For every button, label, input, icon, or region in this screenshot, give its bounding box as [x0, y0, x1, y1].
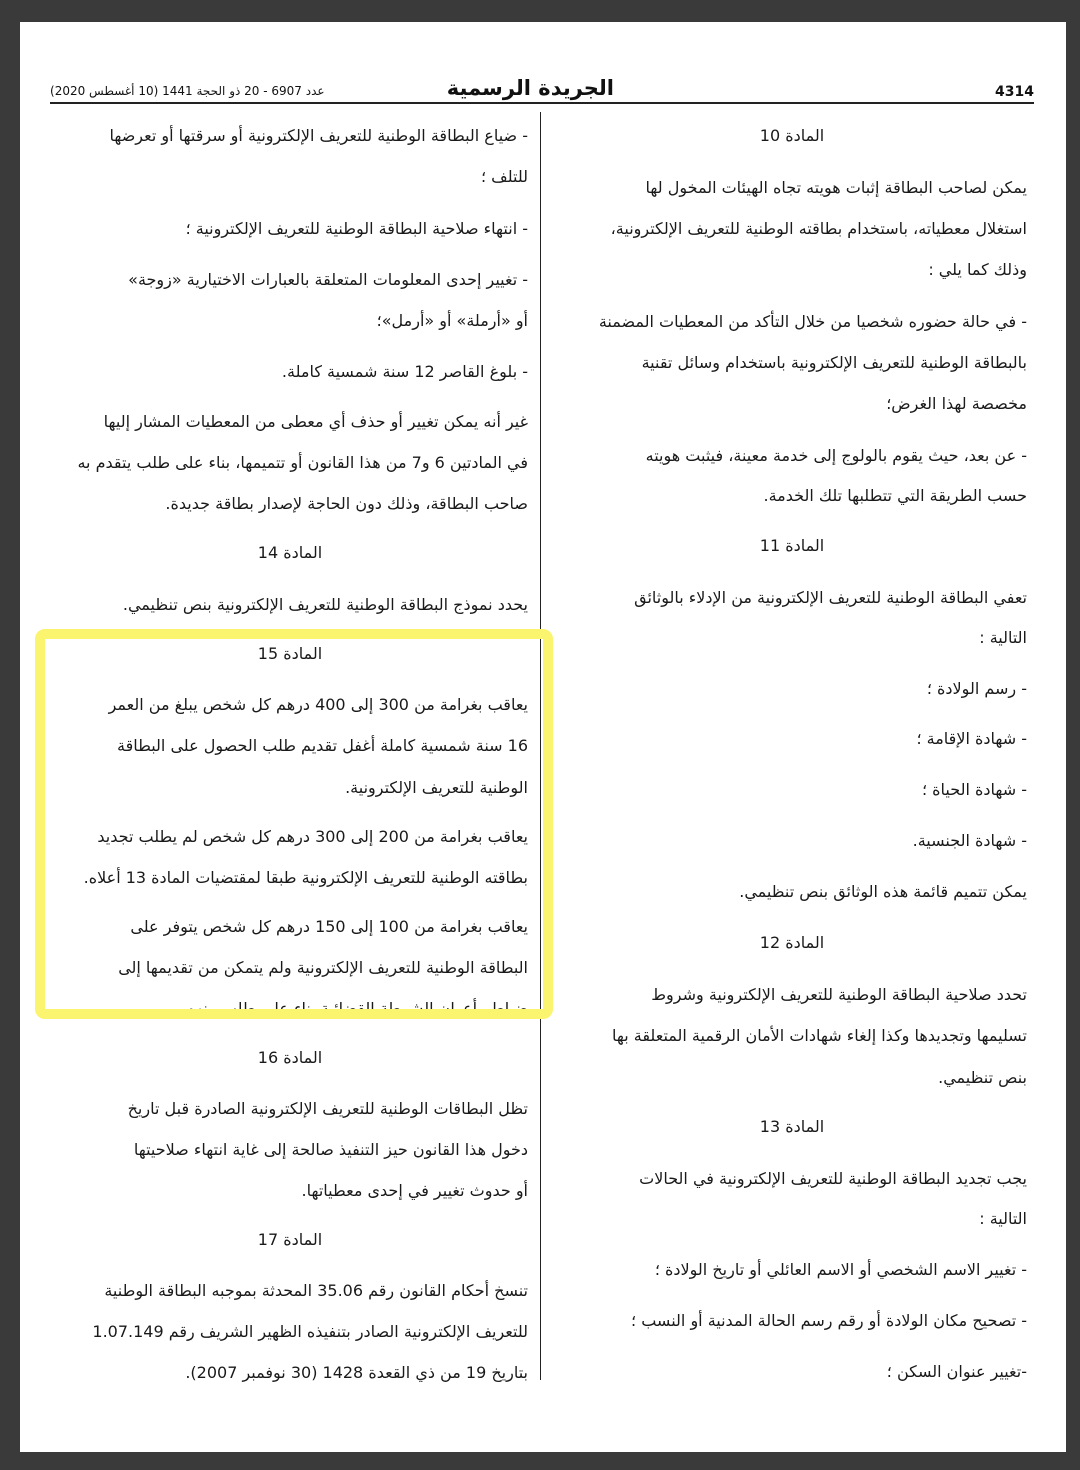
text-line: وذلك كما يلي : — [928, 260, 1027, 279]
text-line: دخول هذا القانون حيز التنفيذ صالحة إلى غاية انتهاء صلاحيتها — [133, 1140, 528, 1159]
list-item: - شهادة الجنسية. — [912, 831, 1027, 850]
article-12-heading: المادة 12 — [759, 933, 825, 952]
list-item: - انتهاء صلاحية البطاقة الوطنية للتعريف الإلكترونية ؛ — [185, 219, 528, 238]
highlight-box — [35, 629, 553, 1019]
text-line: بالبطاقة الوطنية للتعريف الإلكترونية باستخدام وسائل تقنية — [641, 353, 1027, 372]
text-line: يمكن لصاحب البطاقة إثبات هويته تجاه الهيئات المخول لها — [645, 178, 1027, 197]
text-line: بطاقته الوطنية للتعريف الإلكترونية طبقا لمقتضيات المادة 13 أعلاه. — [83, 868, 528, 887]
article-15-heading: المادة 15 — [257, 644, 323, 663]
document-page — [20, 22, 1066, 1452]
text-line: غير أنه يمكن تغيير أو حذف أي معطى من المعطيات المشار إليها — [103, 412, 528, 431]
text-line: تسليمها وتجديدها وكذا إلغاء شهادات الأمان الرقمية المتعلقة بها — [611, 1026, 1027, 1045]
journal-title: الجريدة الرسمية — [446, 76, 614, 100]
text-line: أو حدوث تغيير في إحدى معطياتها. — [301, 1181, 528, 1200]
article-14-heading: المادة 14 — [257, 543, 323, 562]
article-16-heading: المادة 16 — [257, 1048, 323, 1067]
text-line: يعاقب بغرامة من 100 إلى 150 درهم كل شخص يتوفر على — [130, 917, 528, 936]
list-item: - شهادة الحياة ؛ — [921, 780, 1027, 799]
text-line: التالية : — [979, 1209, 1027, 1228]
list-item: - ضياع البطاقة الوطنية للتعريف الإلكترونية أو سرقتها أو تعرضها — [109, 126, 528, 145]
text-line: يعاقب بغرامة من 200 إلى 300 درهم كل شخص لم يطلب تجديد — [97, 827, 528, 846]
issue-info: عدد 6907 - 20 ذو الحجة 1441 (10 أغسطس 2020) — [50, 84, 325, 98]
text-line: يعاقب بغرامة من 300 إلى 400 درهم كل شخص يبلغ من العمر — [108, 695, 528, 714]
text-line: ضباط وأعوان الشرطة القضائية بناء على طلب منهم. — [180, 999, 528, 1018]
text-line: تعفي البطاقة الوطنية للتعريف الإلكترونية من الإدلاء بالوثائق — [634, 588, 1027, 607]
page-number: 4314 — [995, 84, 1034, 100]
text-line: في المادتين 6 و7 من هذا القانون أو تتميمها، بناء على طلب يتقدم به — [77, 453, 528, 472]
text-line: يحدد نموذج البطاقة الوطنية للتعريف الإلكترونية بنص تنظيمي. — [122, 595, 528, 614]
list-item: - رسم الولادة ؛ — [926, 679, 1027, 698]
article-17-heading: المادة 17 — [257, 1230, 323, 1249]
text-line: تحدد صلاحية البطاقة الوطنية للتعريف الإلكترونية وشروط — [651, 985, 1027, 1004]
text-line: الوطنية للتعريف الإلكترونية. — [345, 778, 528, 797]
text-line: حسب الطريقة التي تتطلبها تلك الخدمة. — [763, 486, 1027, 505]
list-item: - تصحيح مكان الولادة أو رقم رسم الحالة المدنية أو النسب ؛ — [631, 1311, 1027, 1330]
text-line: تظل البطاقات الوطنية للتعريف الإلكترونية الصادرة قبل تاريخ — [127, 1099, 528, 1118]
text-line: يمكن تتميم قائمة هذه الوثائق بنص تنظيمي. — [739, 882, 1027, 901]
article-10-heading: المادة 10 — [759, 126, 825, 145]
text-line: للتعريف الإلكترونية الصادر بتنفيذه الظهير الشريف رقم 1.07.149 — [92, 1322, 528, 1341]
list-item: للتلف ؛ — [480, 167, 528, 186]
article-13-heading: المادة 13 — [759, 1117, 825, 1136]
list-item: - بلوغ القاصر 12 سنة شمسية كاملة. — [281, 362, 528, 381]
text-line: التالية : — [979, 628, 1027, 647]
text-line: بتاريخ 19 من ذي القعدة 1428 (30 نوفمبر 2007). — [185, 1363, 528, 1382]
text-line: استغلال معطياته، باستخدام بطاقته الوطنية للتعريف الإلكترونية، — [610, 219, 1027, 238]
text-line: تنسخ أحكام القانون رقم 35.06 المحدثة بموجبه البطاقة الوطنية — [104, 1281, 528, 1300]
right-column — [557, 22, 1027, 1452]
list-item: - تغيير إحدى المعلومات المتعلقة بالعبارات الاختيارية «زوجة» — [128, 270, 528, 289]
text-line: البطاقة الوطنية للتعريف الإلكترونية ولم يتمكن من تقديمها إلى — [118, 958, 528, 977]
list-item: - تغيير الاسم الشخصي أو الاسم العائلي أو تاريخ الولادة ؛ — [654, 1260, 1027, 1279]
text-line: 16 سنة شمسية كاملة أغفل تقديم طلب الحصول على البطاقة — [117, 736, 528, 755]
text-line: مخصصة لهذا الغرض؛ — [886, 394, 1027, 413]
text-line: بنص تنظيمي. — [938, 1068, 1027, 1087]
list-item: - شهادة الإقامة ؛ — [916, 729, 1027, 748]
text-line: - في حالة حضوره شخصيا من خلال التأكد من المعطيات المضمنة — [598, 312, 1027, 331]
text-line: - عن بعد، حيث يقوم بالولوج إلى خدمة معينة، فيثبت هويته — [645, 446, 1027, 465]
text-line: صاحب البطاقة، وذلك دون الحاجة لإصدار بطاقة جديدة. — [165, 494, 528, 513]
list-item: -تغيير عنوان السكن ؛ — [886, 1362, 1027, 1381]
text-line: يجب تجديد البطاقة الوطنية للتعريف الإلكترونية في الحالات — [639, 1169, 1027, 1188]
list-item: أو «أرملة» أو «أرمل»؛ — [376, 311, 528, 330]
article-11-heading: المادة 11 — [759, 536, 825, 555]
